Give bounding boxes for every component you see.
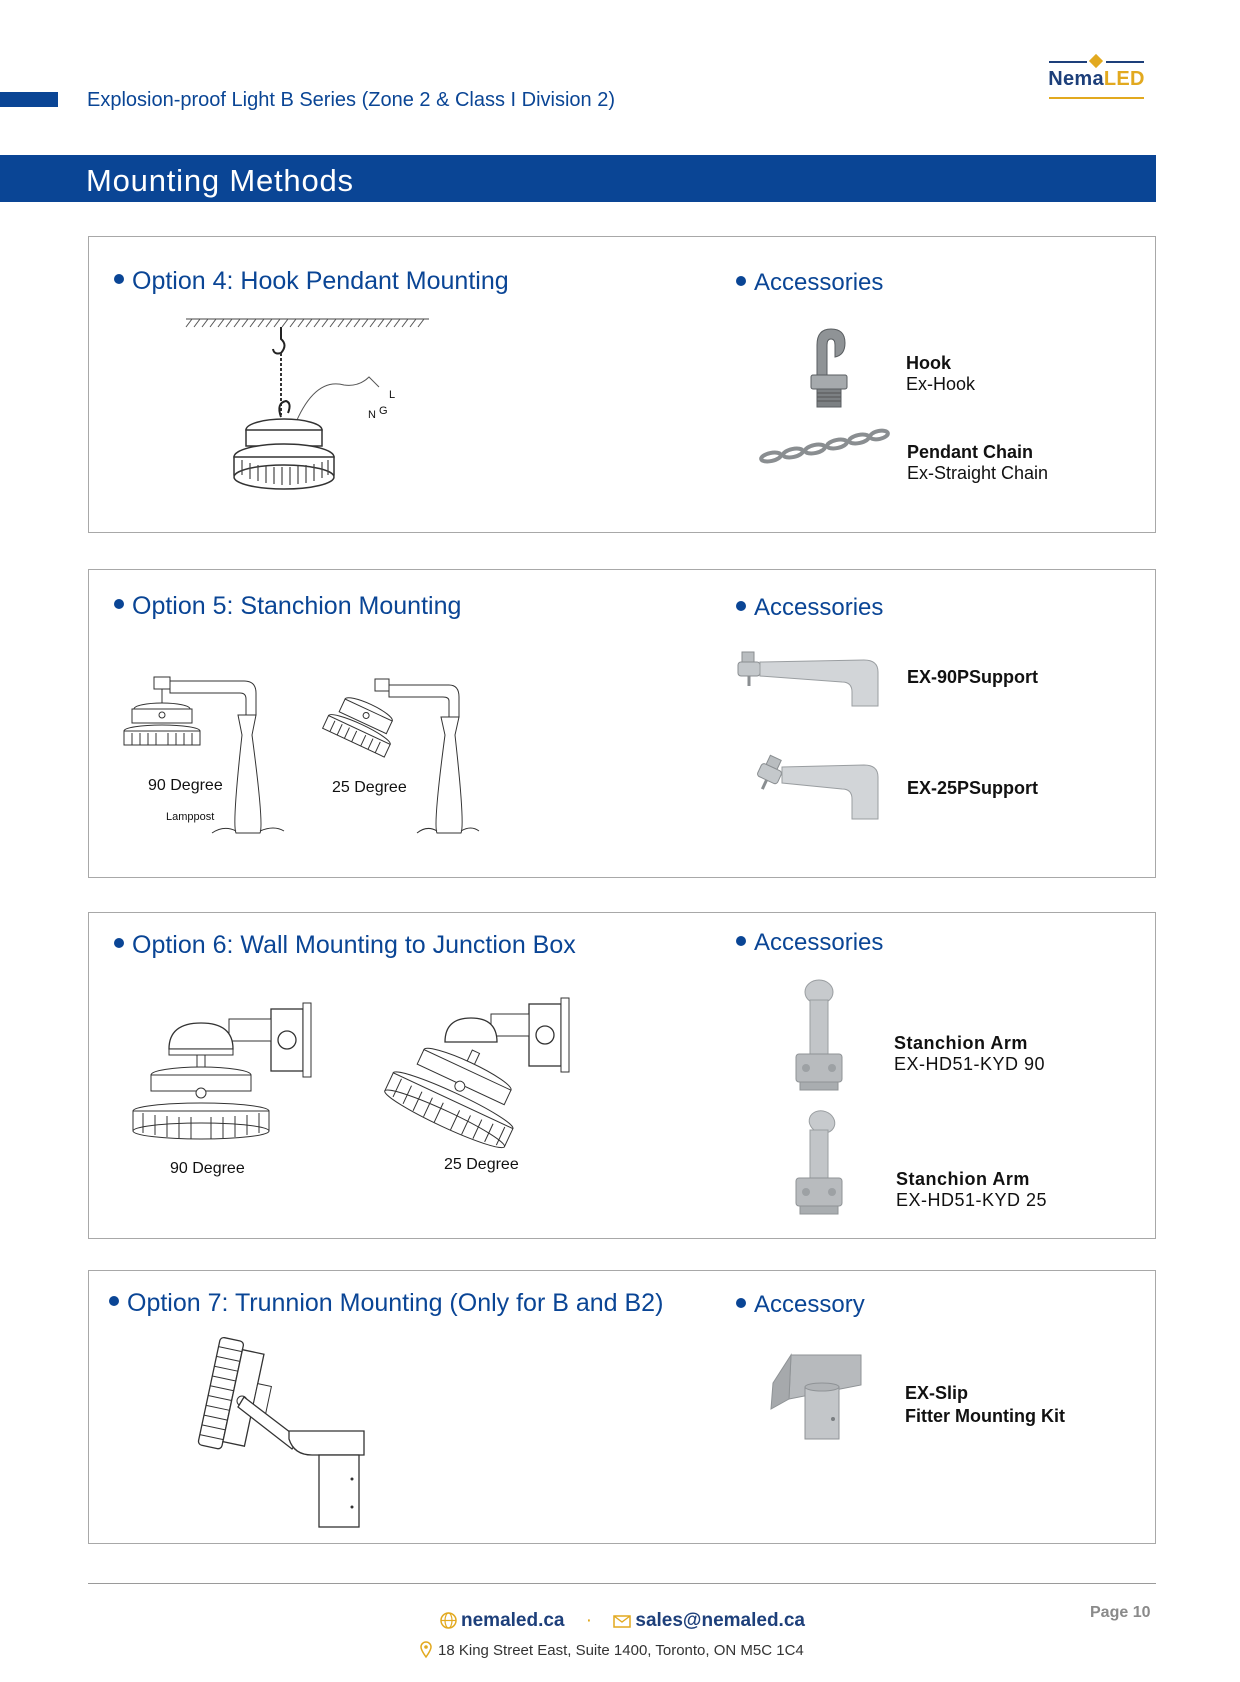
option-5-title: Option 5: Stanchion Mounting [114,592,461,621]
bullet-icon [736,276,746,286]
section-banner [0,155,1156,202]
trunnion-mount-diagram [194,1339,384,1529]
bullet-icon [114,274,124,284]
footer-divider [88,1583,1156,1584]
stanchion-25-caption: 25 Degree [332,779,407,796]
option-7-panel [88,1270,1156,1544]
logo-text-led: LED [1103,68,1145,90]
bullet-icon [736,1298,746,1308]
logo-text-nema: Nema [1048,68,1104,90]
option-4-panel [88,236,1156,533]
email-link[interactable]: sales@nemaled.ca [635,1610,805,1631]
accessory-chain-name: Pendant Chain [907,442,1034,462]
bullet-icon [114,599,124,609]
wire-label-l: L [389,389,396,401]
footer-contact [440,1610,805,1632]
option-6-panel [88,912,1156,1239]
accessory-chain-code: Ex-Straight Chain [907,463,1049,483]
bullet-icon [736,936,746,946]
ex-slip-fitter-image [771,1349,871,1444]
option-5-accessories-title: Accessories [736,594,883,622]
wire-label-g: G [379,405,388,417]
option-4-title: Option 4: Hook Pendant Mounting [114,267,509,296]
accessory-arm-90-name: Stanchion Arm [894,1033,1028,1053]
stanchion-25-diagram [319,675,479,835]
website-link[interactable]: nemaled.ca [461,1610,565,1631]
accessory-slip-name: EX-Slip [905,1383,969,1403]
nemaled-logo [1044,54,1149,104]
accessory-hook-code: Ex-Hook [906,374,976,394]
stanchion-arm-25-image [784,1108,854,1218]
mail-icon [613,1615,631,1628]
option-5-panel [88,569,1156,878]
footer-address: 18 King Street East, Suite 1400, Toronto, ON M5C 1C4 [438,1642,804,1659]
option-7-accessories-title: Accessory [736,1291,865,1319]
wire-label-n: N [368,409,376,421]
accessory-arm-25-code: EX-HD51-KYD 25 [896,1190,1048,1210]
bullet-icon [114,938,124,948]
option-4-accessories-title: Accessories [736,269,883,297]
accessory-arm-25-name: Stanchion Arm [896,1169,1030,1189]
accessory-25psupport-name: EX-25PSupport [907,778,1039,798]
lamppost-label: Lamppost [166,811,215,823]
option-6-title: Option 6: Wall Mounting to Junction Box [114,931,576,960]
globe-icon [440,1612,457,1629]
ex-25psupport-image [754,755,884,825]
wall-mount-25-diagram [379,998,579,1148]
accessory-hook-name: Hook [906,353,951,373]
section-title: Mounting Methods [86,163,354,198]
header-accent-bar [0,92,58,107]
page-number: Page 10 [1090,1604,1151,1621]
accessory-slip-code: Fitter Mounting Kit [905,1406,1065,1426]
hook-pendant-diagram [184,317,444,497]
accessory-arm-90-code: EX-HD51-KYD 90 [894,1054,1046,1074]
stanchion-arm-90-image [784,978,854,1093]
footer-address-line [420,1641,804,1659]
wall-mount-25-caption: 25 Degree [444,1156,519,1173]
bullet-icon [109,1296,119,1306]
option-6-accessories-title: Accessories [736,929,883,957]
pendant-chain-product-image [759,425,889,465]
ex-90psupport-image [734,652,884,712]
bullet-icon [736,601,746,611]
hook-product-image [799,325,859,415]
wall-mount-90-caption: 90 Degree [170,1160,245,1177]
wall-mount-90-diagram [129,1003,329,1153]
option-7-title: Option 7: Trunnion Mounting (Only for B and B2) [109,1289,663,1318]
location-pin-icon [420,1641,432,1658]
series-title: Explosion-proof Light B Series (Zone 2 & Class I Division 2) [87,89,616,111]
stanchion-90-caption: 90 Degree [148,777,223,794]
footer-separator: · [585,1610,593,1631]
accessory-90psupport-name: EX-90PSupport [907,667,1039,687]
